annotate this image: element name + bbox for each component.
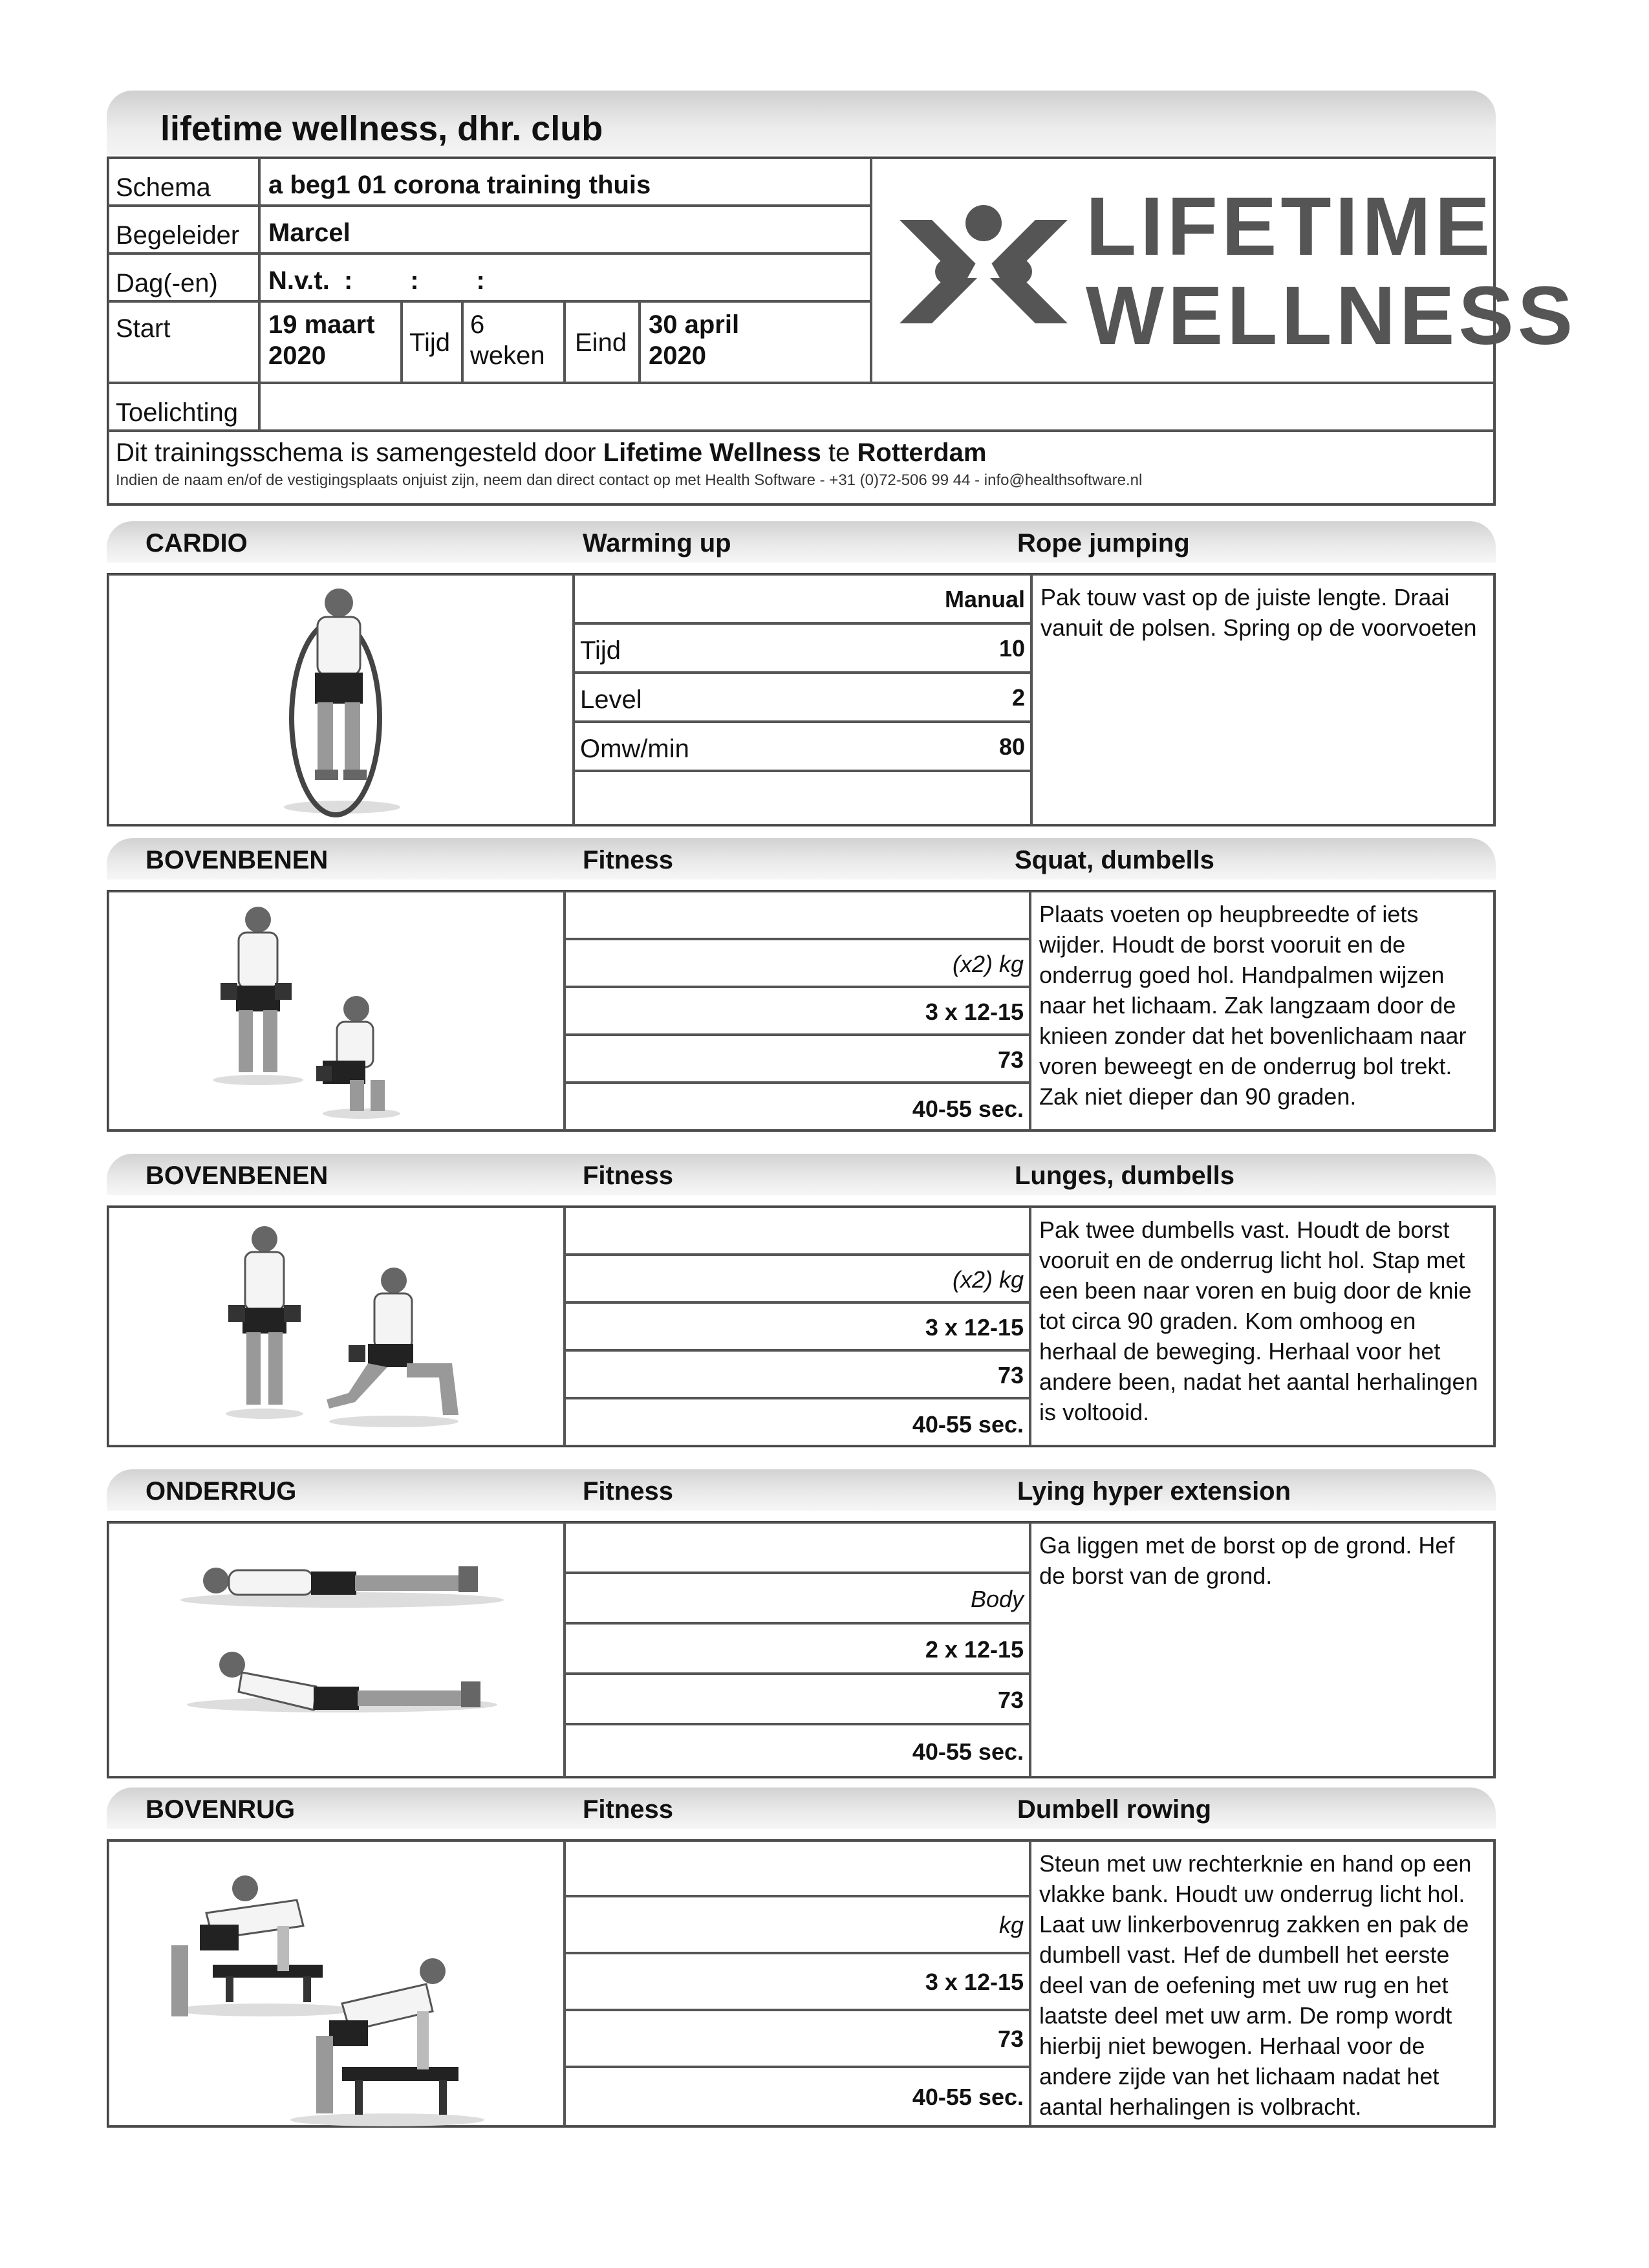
logo-line-1: LIFETIME: [1086, 180, 1494, 273]
exercise-image: [108, 1522, 565, 1777]
row-mode: [574, 574, 1031, 623]
logo-line-2: WELLNESS: [1086, 270, 1577, 362]
sets-value: 2 x 12-15: [925, 1636, 1024, 1663]
row-weight-blank: [565, 891, 1030, 939]
row-rest: [565, 1398, 1030, 1446]
dagen-label: Dag(-en): [108, 254, 259, 301]
row-weight: [565, 1573, 1030, 1623]
hyper-extension-figure-icon: [109, 1524, 566, 1778]
row-rest: [565, 1724, 1030, 1777]
tijd-value: [462, 301, 565, 383]
row-rest: [565, 2067, 1030, 2126]
row-weight: [565, 1896, 1030, 1953]
squat-figure-icon: [109, 892, 566, 1132]
exercise-description: Steun met uw rechterknie en hand op een vlakke bank. Houdt uw onderrug licht hol. Laat uw linkerbovenrug zakken en pak de dumbell vast. Hef de dumbell het eerste deel van de oefening met uw rug en het laatste deel met uw arm. De romp wordt hierbij niet bewogen. Herhaal voor de andere zijde van het lichaam nadat het aantal herhalingen is volbracht.: [1030, 1841, 1494, 2126]
section-header-squat: [107, 838, 1496, 880]
sets-value: 3 x 12-15: [925, 1969, 1024, 1995]
section-category: CARDIO: [146, 529, 248, 557]
exercise-image: [108, 1841, 565, 2126]
tijd-label: Tijd: [402, 301, 462, 383]
section-category: BOVENRUG: [146, 1795, 296, 1824]
row-empty: [574, 771, 1031, 825]
footer-small: Indien de naam en/of de vestigingsplaats onjuist zijn, neem dan direct contact op met Health Software - +31 (0)72-506 99 44 - info@healthsoftware.nl: [116, 471, 1143, 489]
row-tempo: [565, 1035, 1030, 1083]
tempo-value: 73: [997, 1362, 1024, 1388]
row-tempo: [565, 1674, 1030, 1724]
section-exercise-name: Squat, dumbells: [1015, 846, 1214, 874]
eind-value-date: 30 april: [649, 310, 740, 339]
eind-value-year: 2020: [649, 341, 706, 370]
exercise-description: Plaats voeten op heupbreedte of iets wijder. Houdt de borst vooruit en de onderrug goed hol. Handpalmen wijzen naar het lichaam. Zak langzaam door de knieen zonder dat het bovenlichaam naar voren beweegt en de onderrug bol trekt. Zak niet dieper dan 90 graden.: [1030, 891, 1494, 1130]
footer-club: Lifetime Wellness: [603, 438, 821, 467]
section-category: BOVENBENEN: [146, 1161, 329, 1190]
row-weight: [565, 1255, 1030, 1302]
rest-value: 40-55 sec.: [912, 1411, 1024, 1438]
mode-value: Manual: [944, 586, 1025, 612]
lunge-figure-icon: [109, 1208, 566, 1447]
exercise-squat: [107, 890, 1496, 1132]
weight-value: (x2) kg: [952, 951, 1024, 977]
rest-value: 40-55 sec.: [912, 2084, 1024, 2110]
eind-value: [640, 301, 871, 383]
toelichting-value: [259, 383, 1494, 431]
sets-value: 3 x 12-15: [925, 1314, 1024, 1341]
rest-value: 40-55 sec.: [912, 1096, 1024, 1122]
row-weight-blank: [565, 1207, 1030, 1255]
weight-value: Body: [970, 1586, 1024, 1612]
tijd-row-label: Tijd: [580, 636, 621, 665]
section-header-cardio: [107, 521, 1496, 563]
section-type: Fitness: [583, 1477, 674, 1506]
toelichting-label: Toelichting: [108, 383, 259, 431]
section-type: Fitness: [583, 846, 674, 874]
row-weight-blank: [565, 1522, 1030, 1573]
start-label: Start: [108, 301, 259, 383]
exercise-description: Pak touw vast op de juiste lengte. Draai vanuit de polsen. Spring op de voorvoeten: [1031, 574, 1494, 825]
tempo-value: 73: [997, 2025, 1024, 2052]
tempo-value: 73: [997, 1687, 1024, 1713]
section-header-rowing: [107, 1787, 1496, 1829]
tijd-value-unit: weken: [470, 341, 545, 370]
club-title: lifetime wellness, dhr. club: [160, 109, 603, 148]
start-value: [259, 301, 402, 383]
section-exercise-name: Dumbell rowing: [1017, 1795, 1211, 1824]
sets-value: 3 x 12-15: [925, 999, 1024, 1025]
exercise-image: [108, 891, 565, 1130]
row-level: [574, 673, 1031, 722]
row-weight: [565, 939, 1030, 987]
row-sets: [565, 1302, 1030, 1350]
exercise-hyperextension: [107, 1521, 1496, 1778]
row-weight-blank: [565, 1841, 1030, 1896]
row-sets: [565, 1953, 1030, 2010]
omw-row-value: 80: [998, 733, 1025, 760]
section-exercise-name: Lunges, dumbells: [1015, 1161, 1235, 1190]
tijd-row-value: 10: [998, 635, 1025, 662]
begeleider-label: Begeleider: [108, 206, 259, 254]
level-row-label: Level: [580, 686, 642, 714]
dumbell-rowing-figure-icon: [109, 1842, 566, 2128]
schema-value: a beg1 01 corona training thuis: [259, 158, 871, 206]
exercise-cardio: [107, 573, 1496, 826]
rest-value: 40-55 sec.: [912, 1738, 1024, 1765]
section-type: Fitness: [583, 1161, 674, 1190]
row-sets: [565, 1623, 1030, 1674]
logo-box: [871, 158, 1577, 383]
exercise-image: [108, 1207, 565, 1446]
logo-mark-icon: [887, 194, 1081, 349]
level-row-value: 2: [1011, 684, 1025, 711]
section-category: ONDERRUG: [146, 1477, 297, 1506]
start-value-year: 2020: [268, 341, 326, 370]
row-omw: [574, 722, 1031, 771]
section-type: Fitness: [583, 1795, 674, 1824]
row-rest: [565, 1083, 1030, 1130]
eind-label: Eind: [565, 301, 640, 383]
row-tempo: [565, 2010, 1030, 2067]
footer-city: Rotterdam: [857, 438, 987, 467]
weight-value: (x2) kg: [952, 1266, 1024, 1293]
section-type: Warming up: [583, 529, 731, 557]
section-exercise-name: Rope jumping: [1017, 529, 1190, 557]
section-category: BOVENBENEN: [146, 846, 329, 874]
dagen-value: N.v.t. : : :: [259, 254, 871, 301]
row-tempo: [565, 1350, 1030, 1398]
header-table: [107, 157, 1577, 506]
start-value-date: 19 maart: [268, 310, 375, 339]
exercise-description: Pak twee dumbells vast. Houdt de borst vooruit en de onderrug licht hol. Stap met een been naar voren en buig door de knie tot circa 90 graden. Kom omhoog en herhaal de beweging. Herhaal voor het andere been, nadat het aantal herhalingen is voltooid.: [1030, 1207, 1494, 1446]
footer-mid: te: [821, 438, 857, 467]
footer-prefix: Dit trainingsschema is samengesteld door: [116, 438, 603, 467]
footer-line: [116, 438, 1493, 468]
exercise-description: Ga liggen met de borst op de grond. Hef de borst van de grond.: [1030, 1522, 1494, 1777]
header-footer: [108, 431, 1494, 504]
tempo-value: 73: [997, 1046, 1024, 1073]
section-header-lunges: [107, 1154, 1496, 1195]
section-exercise-name: Lying hyper extension: [1017, 1477, 1291, 1506]
exercise-rowing: [107, 1839, 1496, 2128]
schema-label: Schema: [108, 158, 259, 206]
section-header-hyperextension: [107, 1469, 1496, 1511]
weight-value: kg: [998, 1912, 1024, 1938]
exercise-lunges: [107, 1205, 1496, 1447]
row-sets: [565, 987, 1030, 1035]
rope-jumping-figure-icon: [109, 576, 575, 826]
begeleider-value: Marcel: [259, 206, 871, 254]
exercise-image: [108, 574, 574, 825]
row-tijd: [574, 623, 1031, 673]
omw-row-label: Omw/min: [580, 735, 689, 763]
tijd-value-number: 6: [470, 310, 485, 339]
